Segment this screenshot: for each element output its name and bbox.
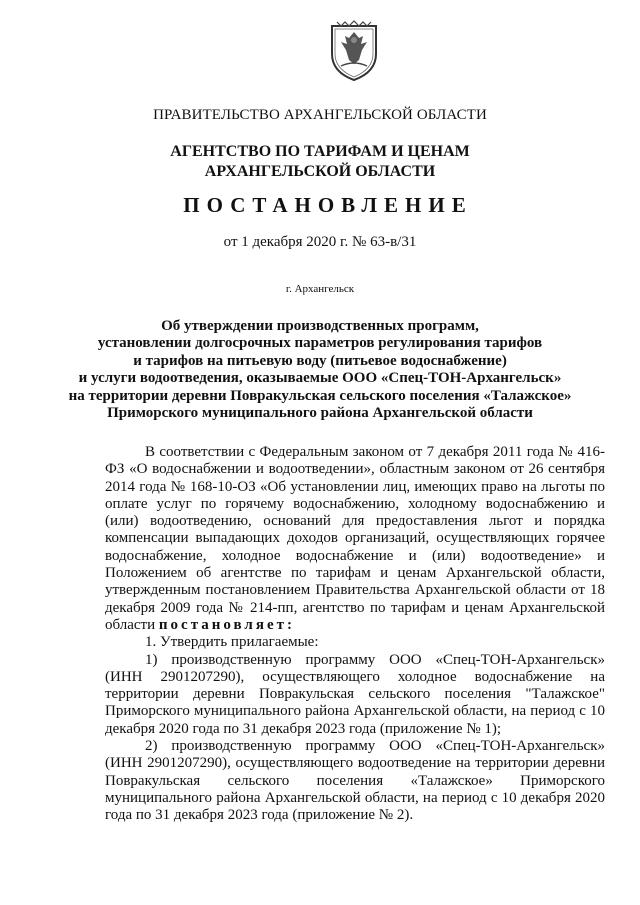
- item-1: 1. Утвердить прилагаемые:: [145, 634, 319, 651]
- title-line: установлении долгосрочных параметров регулирования тарифов: [97, 335, 543, 352]
- item-1-1: 1) производственную программу ООО «Спец-ТОН-Архангельск» (ИНН 2901207290), осуществляющего холодное водоснабжение на территории деревни Повракульская сельского поселения "Талажское" Приморского муниципального района Архангельской области, на период с 10 декабря 2020 года по 31 декабря 2023 года (приложение № 1);: [105, 651, 605, 737]
- title-line: и тарифов на питьевую воду (питьевое водоснабжение): [133, 352, 507, 369]
- title-line: Об утверждении производственных программ,: [161, 318, 479, 334]
- document-city: г. Архангельск: [285, 283, 355, 295]
- document-type: ПОСТАНОВЛЕНИЕ: [183, 193, 473, 217]
- coat-of-arms-icon: [329, 20, 379, 82]
- item-1-2: 2) производственную программу ООО «Спец-ТОН-Архангельск» (ИНН 2901207290), осуществляющего водоотведение на территории деревни Повракульская сельского поселения «Талажское» Приморского муниципального района Архангельской области, на период с 10 декабря 2020 года по 31 декабря 2023 года (приложение № 2).: [105, 738, 605, 824]
- decree-word: постановляет:: [158, 616, 295, 633]
- title-line: Приморского муниципального района Архангельской области: [107, 405, 533, 422]
- preamble-text: В соответствии с Федеральным законом от 7 декабря 2011 года № 416-ФЗ «О водоснабжении и водоотведении», областным законом от 26 сентября 2014 года № 168-10-ОЗ «Об установлении лиц, имеющих право на льготы по оплате услуг по горячему водоснабжению, холодному водоснабжению и (или) водоотведению, оснований для предоставления льгот и порядка компенсации выпадающих доходов организаций, осуществляющих горячее водоснабжение, холодное водоснабжение и (или) водоотведение» и Положением об агентстве по тарифам и ценам Архангельской области, утвержденным постановлением Правительства Архангельской области от 18 декабря 2009 года № 214-пп, агентство по тарифам и ценам Архангельской области: [105, 444, 605, 633]
- title-line: и услуги водоотведения, оказываемые ООО «Спец-ТОН-Архангельск»: [78, 370, 562, 387]
- preamble-paragraph: [105, 444, 605, 634]
- agency-name-line1: АГЕНТСТВО ПО ТАРИФАМ И ЦЕНАМ: [170, 143, 470, 160]
- title-line: на территории деревни Повракульская сельского поселения «Талажское»: [68, 387, 572, 404]
- document-date-number: от 1 декабря 2020 г. № 63-в/31: [223, 234, 417, 250]
- agency-name: [0, 142, 640, 182]
- document-title: [0, 318, 640, 422]
- agency-name-line2: АРХАНГЕЛЬСКОЙ ОБЛАСТИ: [204, 163, 436, 180]
- government-name: ПРАВИТЕЛЬСТВО АРХАНГЕЛЬСКОЙ ОБЛАСТИ: [153, 107, 487, 123]
- document-body: [105, 444, 605, 825]
